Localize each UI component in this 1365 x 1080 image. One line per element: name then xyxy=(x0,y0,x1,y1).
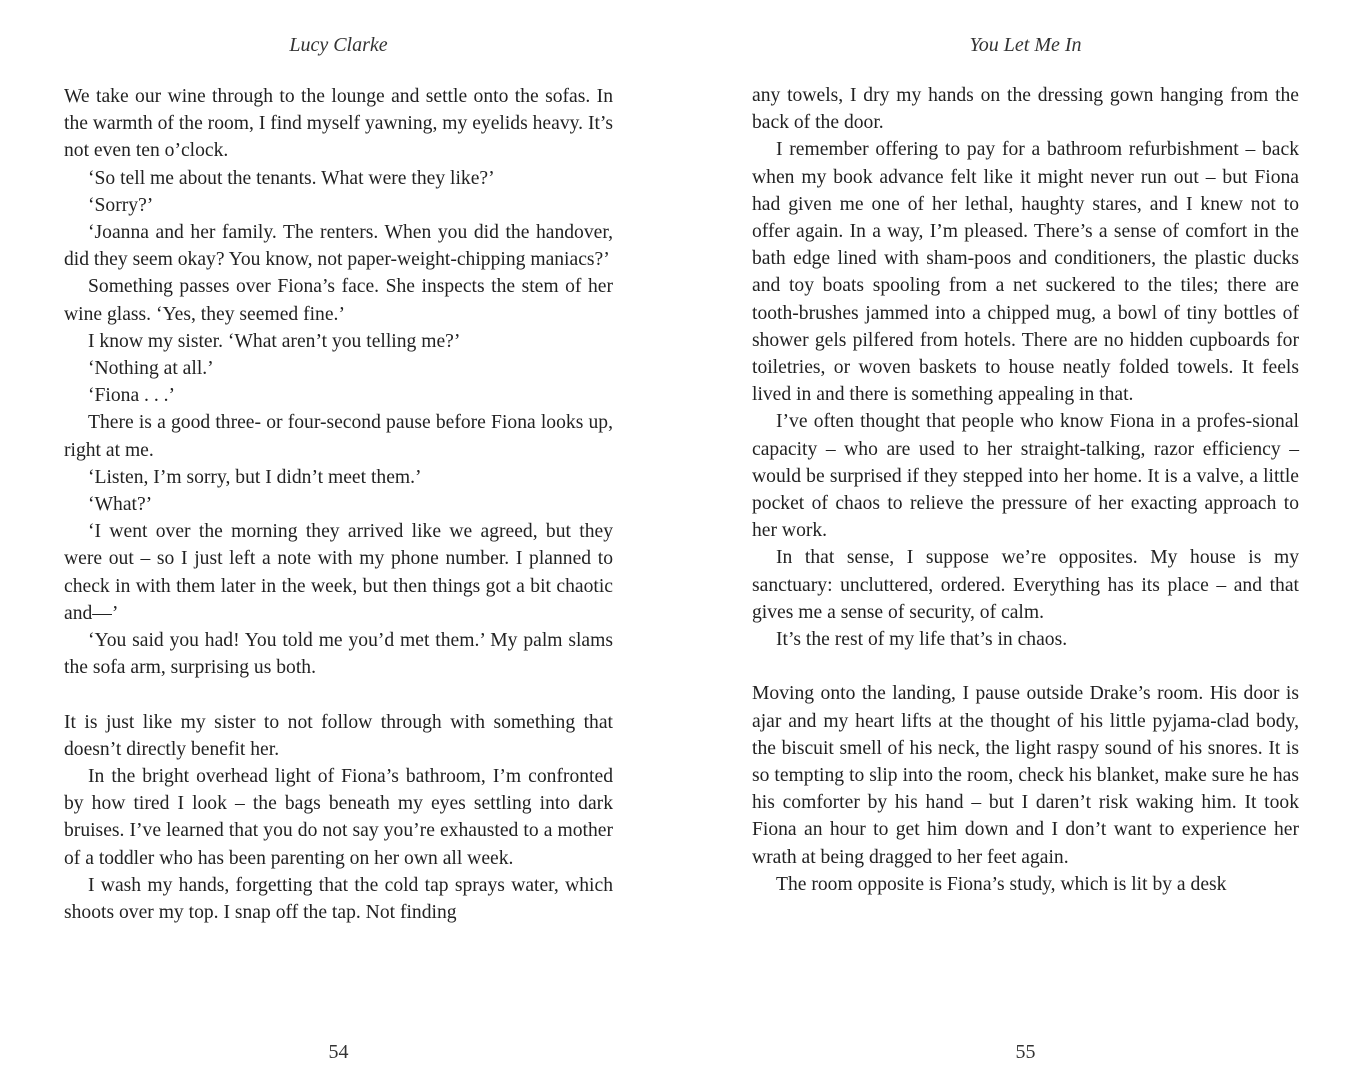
right-page xyxy=(752,0,1299,1080)
paragraph: ‘So tell me about the tenants. What were they like?’ xyxy=(88,167,495,189)
paragraph: It’s the rest of my life that’s in chaos. xyxy=(776,629,1068,651)
paragraph: ‘Listen, I’m sorry, but I didn’t meet them.’ xyxy=(88,466,422,488)
left-page-body xyxy=(64,83,613,926)
paragraph: In that sense, I suppose we’re opposites. My house is my sanctuary: uncluttered, ordered. Everything has its place – and that gives me a sense of security, of calm. xyxy=(752,547,1299,623)
paragraph: ‘What?’ xyxy=(88,494,153,516)
paragraph: ‘Fiona . . .’ xyxy=(88,385,176,407)
left-page xyxy=(64,0,613,1080)
paragraph: ‘You said you had! You told me you’d met them.’ My palm slams the sofa arm, surprising us both. xyxy=(64,630,613,679)
section-break-paragraph: Moving onto the landing, I pause outside Drake’s room. His door is ajar and my heart lifts at the thought of his little pyjama-clad body, the biscuit smell of his neck, the light raspy sound of his snores. It is so tempting to slip into the room, check his blanket, make sure he has his comforter by his hand – but I daren’t risk waking him. It took Fiona an hour to get him down and I don’t want to experience her wrath at being dragged to her feet again. xyxy=(752,683,1299,868)
paragraph: ‘Sorry?’ xyxy=(88,194,154,216)
paragraph: I’ve often thought that people who know Fiona in a profes-sional capacity – who are used to her straight-talking, razor efficiency – would be surprised if they stepped into her home. It is a valve, a little pocket of chaos to relieve the pressure of her exacting approach to her work. xyxy=(752,411,1299,542)
right-page-body xyxy=(752,82,1299,898)
page-number-right: 55 xyxy=(1015,1041,1036,1063)
paragraph: ‘I went over the morning they arrived like we agreed, but they were out – so I just left a note with my phone number. I planned to check in with them later in the week, but then things got a bit chaotic and—’ xyxy=(64,521,613,624)
paragraph: The room opposite is Fiona’s study, which is lit by a desk xyxy=(776,873,1227,895)
paragraph: I know my sister. ‘What aren’t you telling me?’ xyxy=(88,330,461,352)
running-head-title: You Let Me In xyxy=(969,34,1082,56)
paragraph: ‘Nothing at all.’ xyxy=(88,358,214,380)
paragraph: any towels, I dry my hands on the dressing gown hanging from the back of the door. xyxy=(752,85,1299,134)
running-head-author: Lucy Clarke xyxy=(289,34,388,56)
paragraph: I wash my hands, forgetting that the cold tap sprays water, which shoots over my top. I snap off the tap. Not finding xyxy=(64,874,613,924)
paragraph: Something passes over Fiona’s face. She inspects the stem of her wine glass. ‘Yes, they seemed fine.’ xyxy=(64,276,613,325)
paragraph: There is a good three- or four-second pause before Fiona looks up, right at me. xyxy=(64,412,613,461)
paragraph: ‘Joanna and her family. The renters. When you did the handover, did they seem okay? You know, not paper-weight-chipping maniacs?’ xyxy=(64,222,613,271)
paragraph: We take our wine through to the lounge and settle onto the sofas. In the warmth of the room, I find myself yawning, my eyelids heavy. It’s not even ten o’clock. xyxy=(64,86,613,162)
paragraph: In the bright overhead light of Fiona’s bathroom, I’m confronted by how tired I look – the bags beneath my eyes settling into dark bruises. I’ve learned that you do not say you’re exhausted to a mother of a toddler who has been parenting on her own all week. xyxy=(64,766,613,869)
paragraph: I remember offering to pay for a bathroom refurbishment – back when my book advance felt like it might never run out – but Fiona had given me one of her lethal, haughty stares, and I knew not to offer again. In a way, I’m pleased. There’s a sense of comfort in the bath edge lined with sham-poos and conditioners, the plastic ducks and toy boats spooling from a net suckered to the tiles; there are tooth-brushes jammed into a chipped mug, a bowl of tiny bottles of shower gels pilfered from hotels. There are no hidden cupboards for toiletries, or woven baskets to house neatly folded towels. It feels lived in and there is something appealing in that. xyxy=(752,139,1299,406)
page-number-left: 54 xyxy=(328,1041,349,1063)
section-break-paragraph: It is just like my sister to not follow through with something that doesn’t directly benefit her. xyxy=(64,711,613,760)
